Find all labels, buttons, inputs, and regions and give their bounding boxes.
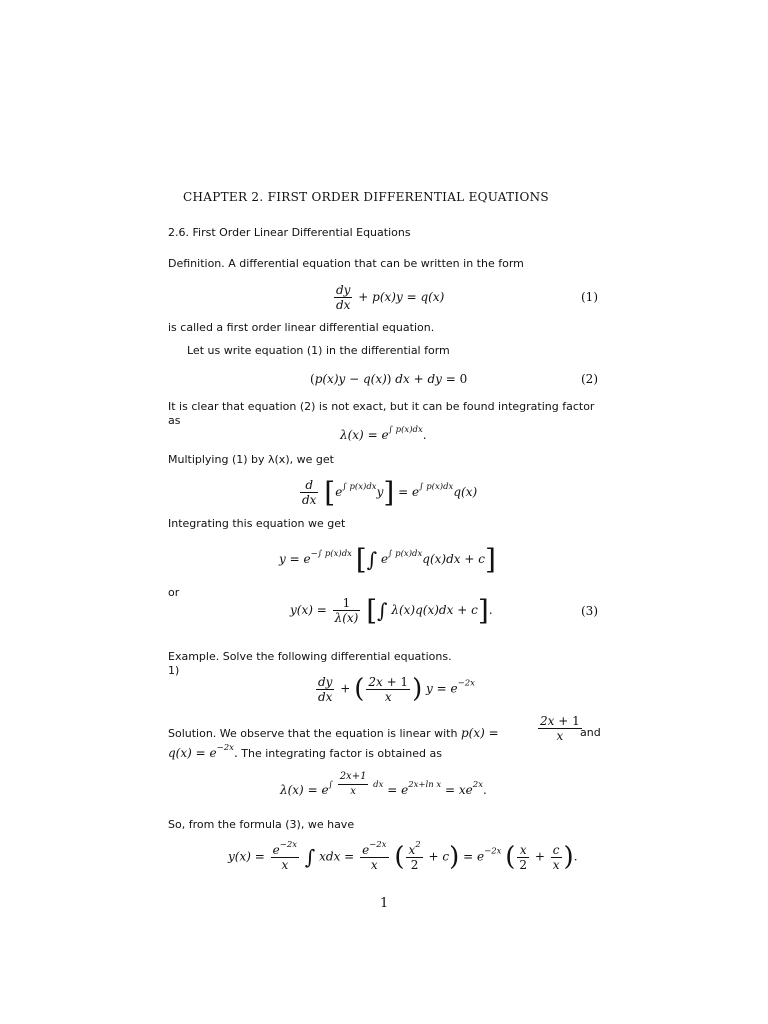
p-of-x: p(x) = xyxy=(460,726,499,740)
solution-factor-text: The integrating factor is obtained as xyxy=(241,747,442,760)
example-equation: $\frac{dy}{dx}$ + ( $\frac{2x + 1}{x}$ ) $y = e^{-2x}$ xyxy=(318,674,475,704)
clear-text-1: It is clear that equation (2) is not exact, but it can be found integrating factor xyxy=(168,400,595,413)
let-us-text: Let us write equation (1) in the differential form xyxy=(187,344,450,357)
solution-text-1 xyxy=(168,726,499,741)
clear-text-2: as xyxy=(168,414,181,427)
equation-3-tag: (3) xyxy=(581,604,598,618)
section-title: 2.6. First Order Linear Differential Equations xyxy=(168,226,411,239)
page-number: 1 xyxy=(380,896,389,911)
example-text: Example. Solve the following differential equations. xyxy=(168,650,452,663)
equation-2: (p(x)y − q(x)) dx + dy = 0 xyxy=(310,372,468,386)
equation-1-tag: (1) xyxy=(581,290,598,304)
solution-intro: Solution. We observe that the equation is linear with xyxy=(168,727,458,740)
multiplying-text: Multiplying (1) by λ(x), we get xyxy=(168,453,334,466)
p-fraction: $\frac{2x + 1}{x}$ xyxy=(540,714,580,743)
equation-2-tag: (2) xyxy=(581,372,598,386)
equation-1: $\frac{dy}{dx}$ + p(x)y = q(x) xyxy=(336,283,445,312)
derivative-equation: $\frac{d}{dx}$ $[e^{\int p(x)dx}y] = e^{\int p(x)dx}q(x)$ xyxy=(302,476,478,509)
lambda-computation: $\lambda(x) = e^{\int \frac{2x+1}{x} dx} = e^{2x+ln x} = xe^{2x}$. xyxy=(280,771,487,797)
integrating-factor-equation: $\lambda(x) = e^{\int p(x)dx}$. xyxy=(340,425,427,442)
definition-text: Definition. A differential equation that can be written in the form xyxy=(168,257,524,270)
solution-and: and xyxy=(580,726,601,739)
or-text: or xyxy=(168,586,180,599)
solution-text-2 xyxy=(168,743,442,761)
final-solution: y(x) = $\frac{e^{-2x}}{x}$ ∫ xdx = $\frac{e^{-2x}}{x}$ ( $\frac{x^2}{2}$ + $c) = e^{-2x}$ ( $\frac{x}{2}$ + $\frac{c}{x}$ ). xyxy=(228,839,578,872)
called-text: is called a first order linear differential equation. xyxy=(168,321,435,334)
solution-formula: $y = e^{-\int p(x)dx}$ [∫ $e^{\int p(x)dx}q(x)dx + c$] xyxy=(279,543,496,576)
integrating-text: Integrating this equation we get xyxy=(168,517,346,530)
q-of-x: $q(x) = e^{-2x}$. xyxy=(168,743,238,760)
so-from-text: So, from the formula (3), we have xyxy=(168,818,355,831)
example-item-1: 1) xyxy=(168,664,180,677)
equation-3: y(x) = $\frac{1}{\lambda(x)}$ [∫ λ(x)q(x)dx + c]. xyxy=(290,594,493,627)
chapter-header: CHAPTER 2. FIRST ORDER DIFFERENTIAL EQUATIONS xyxy=(183,190,549,204)
